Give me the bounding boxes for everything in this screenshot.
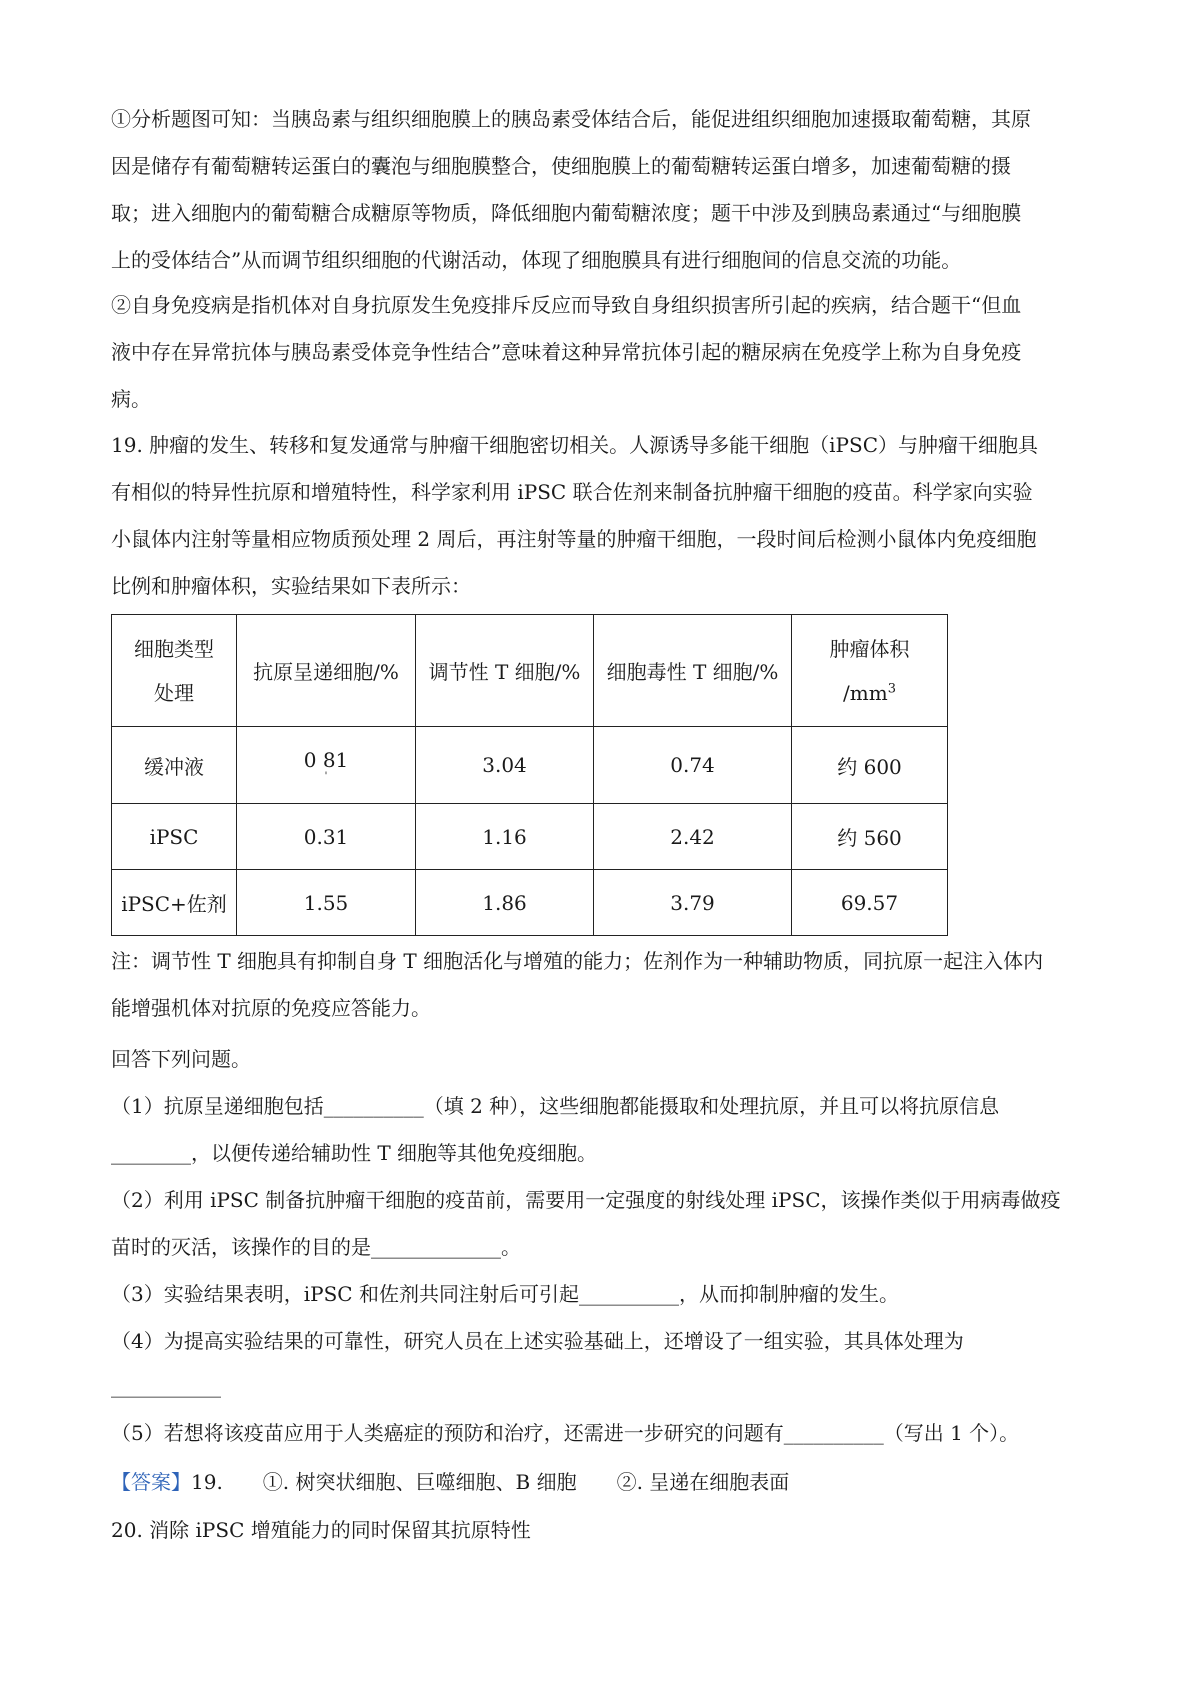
table-cell: 1.16 bbox=[416, 804, 594, 870]
corner-bottom-label: 处理 bbox=[154, 680, 194, 705]
table-header-cell: 调节性 T 细胞/% bbox=[416, 615, 594, 727]
table-cell: 0.74 bbox=[594, 727, 792, 804]
table-header-cell: 细胞毒性 T 细胞/% bbox=[594, 615, 792, 727]
table-cell: 1.86 bbox=[416, 870, 594, 936]
text-line: 因是储存有葡萄糖转运蛋白的囊泡与细胞膜整合，使细胞膜上的葡萄糖转运蛋白增多，加速葡萄糖的摄 bbox=[111, 154, 1011, 178]
question-19-stem bbox=[111, 422, 1101, 610]
corner-top-label: 细胞类型 bbox=[134, 636, 214, 661]
row-label: iPSC bbox=[112, 804, 237, 870]
table-cell: 2.42 bbox=[594, 804, 792, 870]
text-line: ________，以便传递给辅助性 T 细胞等其他免疫细胞。 bbox=[111, 1141, 598, 1165]
table-row bbox=[112, 804, 948, 870]
table-note bbox=[111, 938, 1101, 1032]
text-line: 上的受体结合”从而调节组织细胞的代谢活动，体现了细胞膜具有进行细胞间的信息交流的功能。 bbox=[111, 248, 962, 272]
analysis-paragraph-2 bbox=[111, 282, 1101, 423]
table-cell: 0.31 bbox=[237, 804, 416, 870]
text-line: 比例和肿瘤体积，实验结果如下表所示： bbox=[111, 574, 471, 598]
table-header-cell-volume bbox=[792, 615, 948, 727]
text-line: 注：调节性 T 细胞具有抑制自身 T 细胞活化与增殖的能力；佐剂作为一种辅助物质，同抗原一起注入体内 bbox=[111, 949, 1044, 973]
text-line: ①分析题图可知：当胰岛素与组织细胞膜上的胰岛素受体结合后，能促进组织细胞加速摄取葡萄糖，其原 bbox=[111, 107, 1031, 131]
text-line: 回答下列问题。 bbox=[111, 1047, 251, 1071]
text-line: 小鼠体内注射等量相应物质预处理 2 周后，再注射等量的肿瘤干细胞，一段时间后检测小鼠体内免疫细胞 bbox=[111, 527, 1037, 551]
text-line: 取；进入细胞内的葡萄糖合成糖原等物质，降低细胞内葡萄糖浓度；题干中涉及到胰岛素通过“与细胞膜 bbox=[111, 201, 1022, 225]
table-cell: 69.57 bbox=[792, 870, 948, 936]
answer-20: 20. 消除 iPSC 增殖能力的同时保留其抗原特性 bbox=[111, 1518, 531, 1542]
sub-question-5: （5）若想将该疫苗应用于人类癌症的预防和治疗，还需进一步研究的问题有__________（写出 1 个）。 bbox=[111, 1421, 1020, 1445]
volume-unit: /mm bbox=[843, 680, 888, 705]
volume-header-line1: 肿瘤体积 bbox=[829, 636, 910, 661]
row-label: 缓冲液 bbox=[112, 727, 237, 804]
text-line: 苗时的灭活，该操作的目的是_____________。 bbox=[111, 1235, 521, 1259]
sub-questions bbox=[111, 1036, 1101, 1365]
text-line: 病。 bbox=[111, 387, 151, 411]
table-cell: 1.55 bbox=[237, 870, 416, 936]
table-cell bbox=[237, 727, 416, 804]
stray-mark: ' bbox=[324, 771, 328, 782]
results-table bbox=[111, 614, 948, 936]
text-line: （2）利用 iPSC 制备抗肿瘤干细胞的疫苗前，需要用一定强度的射线处理 iPSC，该操作类似于用病毒做疫 bbox=[111, 1188, 1061, 1212]
row-label: iPSC+佐剂 bbox=[112, 870, 237, 936]
answer-line bbox=[111, 1459, 1101, 1506]
table-row bbox=[112, 727, 948, 804]
text-line: （1）抗原呈递细胞包括__________（填 2 种），这些细胞都能摄取和处理抗原，并且可以将抗原信息 bbox=[111, 1094, 1000, 1118]
table-corner-cell bbox=[112, 615, 237, 727]
answer-text: 19. ①. 树突状细胞、巨噬细胞、B 细胞 ②. 呈递在细胞表面 bbox=[191, 1470, 790, 1494]
q4-answer-blank: ___________ bbox=[111, 1374, 221, 1398]
text-line: 能增强机体对抗原的免疫应答能力。 bbox=[111, 996, 431, 1020]
table-header-cell: 抗原呈递细胞/% bbox=[237, 615, 416, 727]
table-row bbox=[112, 870, 948, 936]
text-line: （3）实验结果表明，iPSC 和佐剂共同注射后可引起__________，从而抑制肿瘤的发生。 bbox=[111, 1282, 899, 1306]
cell-value: 0 81 bbox=[303, 748, 349, 772]
table-cell: 3.04 bbox=[416, 727, 594, 804]
table-cell: 3.79 bbox=[594, 870, 792, 936]
text-line: （4）为提高实验结果的可靠性，研究人员在上述实验基础上，还增设了一组实验，其具体处理为 bbox=[111, 1329, 964, 1353]
analysis-paragraph-1 bbox=[111, 96, 1101, 284]
table-cell: 约 600 bbox=[792, 727, 948, 804]
table-header-row bbox=[112, 615, 948, 727]
text-line: ②自身免疫病是指机体对自身抗原发生免疫排斥反应而导致自身组织损害所引起的疾病，结合题干“但血 bbox=[111, 293, 1022, 317]
text-line: 液中存在异常抗体与胰岛素受体竞争性结合”意味着这种异常抗体引起的糖尿病在免疫学上称为自身免疫 bbox=[111, 340, 1022, 364]
text-line: 19. 肿瘤的发生、转移和复发通常与肿瘤干细胞密切相关。人源诱导多能干细胞（iPSC）与肿瘤干细胞具 bbox=[111, 433, 1039, 457]
volume-header-line2 bbox=[792, 671, 947, 715]
text-line: 有相似的特异性抗原和增殖特性，科学家利用 iPSC 联合佐剂来制备抗肿瘤干细胞的疫苗。科学家向实验 bbox=[111, 480, 1033, 504]
table-cell: 约 560 bbox=[792, 804, 948, 870]
volume-unit-exponent: 3 bbox=[887, 680, 896, 696]
answer-tag: 【答案】 bbox=[111, 1470, 191, 1494]
